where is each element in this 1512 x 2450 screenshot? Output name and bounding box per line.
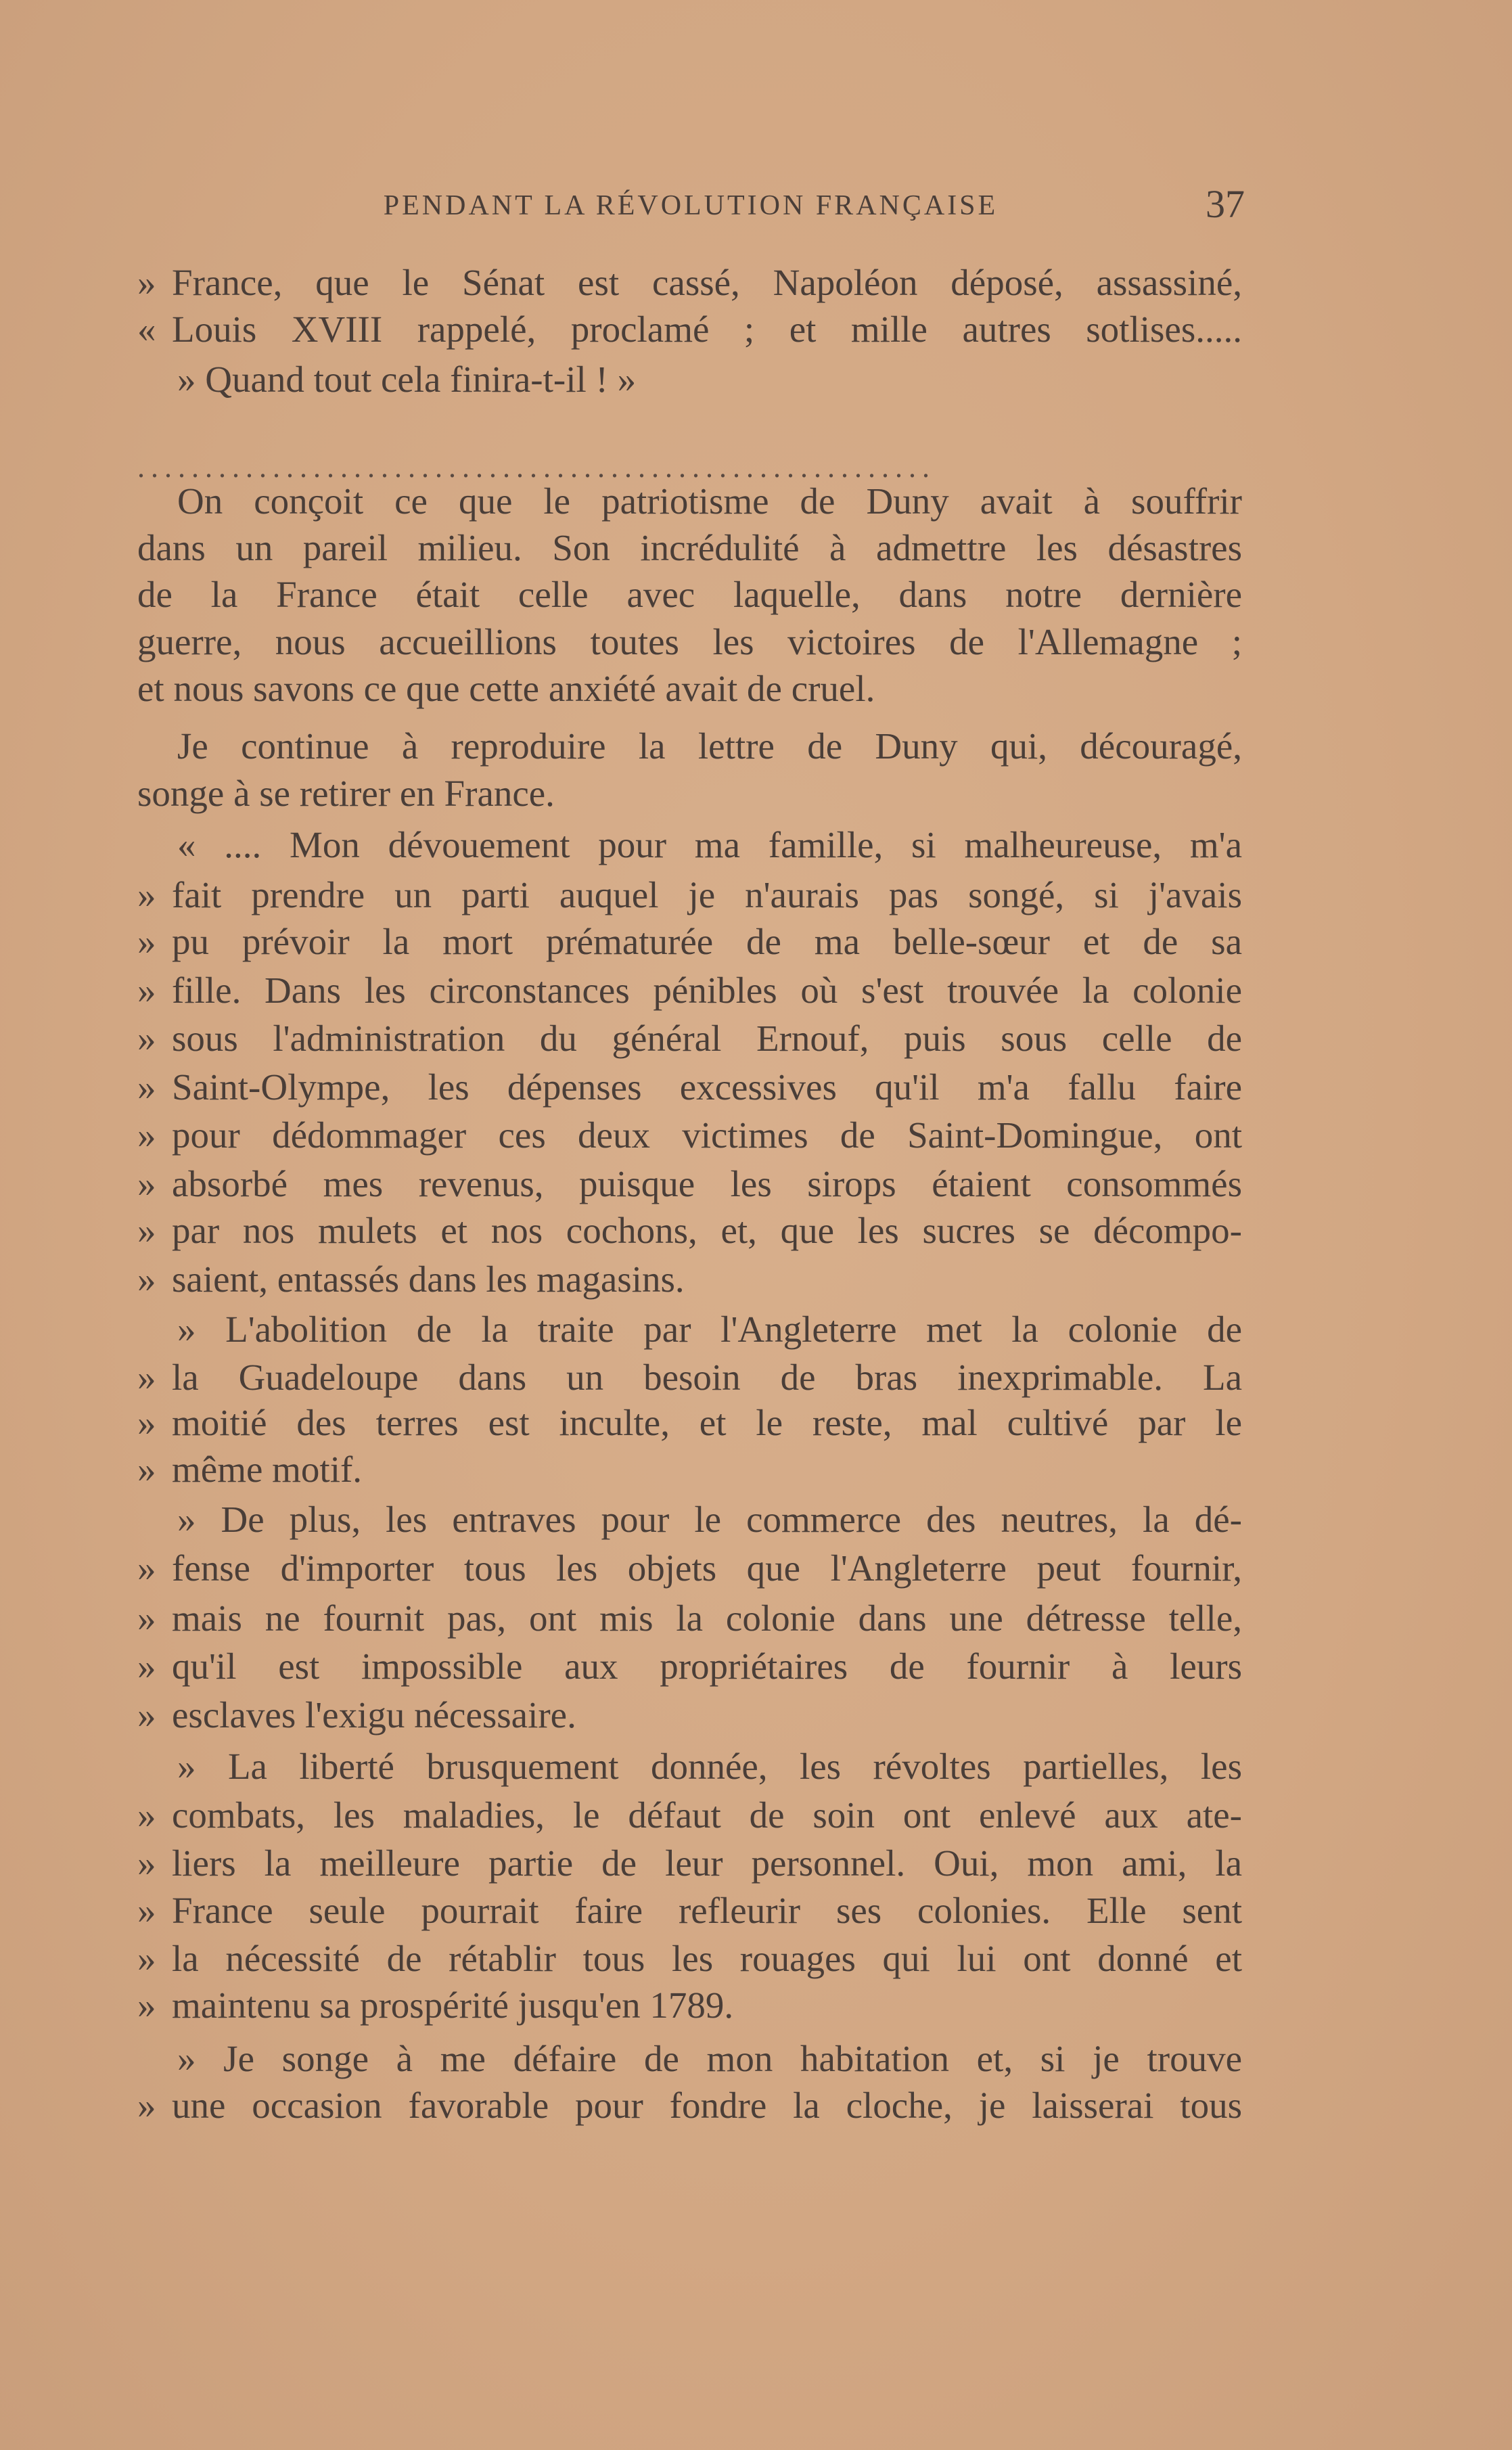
text-line bbox=[137, 871, 1242, 919]
quote-mark: » bbox=[137, 1597, 156, 1639]
quote-mark: » bbox=[137, 1842, 156, 1884]
text-line bbox=[137, 571, 1242, 618]
line-text: Je continue à reproduire la lettre de Duny qui, découragé, bbox=[177, 725, 1242, 767]
quote-mark: « bbox=[137, 309, 156, 350]
quote-mark: » bbox=[137, 921, 156, 962]
quote-mark: » bbox=[137, 874, 156, 915]
text-line bbox=[137, 1982, 1242, 2029]
text-line bbox=[137, 723, 1242, 770]
quote-mark: » bbox=[137, 1163, 156, 1204]
text-line bbox=[137, 1015, 1242, 1062]
line-text: On conçoit ce que le patriotisme de Duny avait à souffrir bbox=[177, 480, 1242, 522]
quote-mark: » bbox=[137, 1402, 156, 1443]
text-line bbox=[137, 1306, 1242, 1353]
line-text: même motif. bbox=[172, 1449, 363, 1490]
text-line bbox=[137, 1354, 1242, 1401]
text-line bbox=[137, 1692, 1242, 1739]
line-text: esclaves l'exigu nécessaire. bbox=[172, 1694, 576, 1736]
line-text: saient, entassés dans les magasins. bbox=[172, 1258, 685, 1300]
line-text: Saint-Olympe, les dépenses excessives qu'il m'a fallu faire bbox=[172, 1066, 1242, 1108]
text-line bbox=[137, 1743, 1242, 1790]
text-line bbox=[137, 1160, 1242, 1208]
text-line bbox=[137, 1256, 1242, 1303]
text-line bbox=[137, 2035, 1242, 2083]
text-line bbox=[137, 821, 1242, 869]
quote-mark: » bbox=[137, 262, 156, 303]
text-line bbox=[137, 1545, 1242, 1592]
text-line bbox=[137, 478, 1242, 525]
ellipsis-separator: ........................................................... bbox=[137, 451, 936, 484]
quote-mark: » bbox=[137, 1890, 156, 1931]
quote-mark: » bbox=[137, 1984, 156, 2026]
line-text: fait prendre un parti auquel je n'aurais pas songé, si j'avais bbox=[172, 874, 1242, 915]
quote-mark: » bbox=[137, 1258, 156, 1300]
quote-mark: » bbox=[137, 1694, 156, 1736]
line-text: pu prévoir la mort prématurée de ma belle-sœur et de sa bbox=[172, 921, 1242, 962]
running-title: PENDANT LA RÉVOLUTION FRANÇAISE bbox=[383, 190, 999, 221]
quote-mark: » bbox=[137, 1357, 156, 1398]
line-text: la Guadeloupe dans un besoin de bras inexprimable. La bbox=[172, 1357, 1242, 1398]
text-line bbox=[137, 1399, 1242, 1447]
quote-mark: » bbox=[137, 1449, 156, 1490]
line-text: » La liberté brusquement donnée, les révoltes partielles, les bbox=[177, 1746, 1242, 1787]
text-line bbox=[137, 918, 1242, 966]
line-text: par nos mulets et nos cochons, et, que les sucres se décompo- bbox=[172, 1210, 1242, 1251]
text-line bbox=[137, 770, 1242, 817]
line-text: mais ne fournit pas, ont mis la colonie dans une détresse telle, bbox=[172, 1597, 1242, 1639]
quote-mark: » bbox=[137, 1646, 156, 1687]
text-line bbox=[137, 1207, 1242, 1254]
quote-mark: » bbox=[137, 1018, 156, 1059]
line-text: de la France était celle avec laquelle, dans notre dernière bbox=[137, 574, 1242, 615]
quote-mark: » bbox=[137, 1938, 156, 1979]
line-text: pour dédommager ces deux victimes de Saint-Domingue, ont bbox=[172, 1114, 1242, 1156]
text-line bbox=[137, 356, 1242, 403]
line-text: liers la meilleure partie de leur personnel. Oui, mon ami, la bbox=[172, 1842, 1242, 1884]
quote-mark: » bbox=[137, 1066, 156, 1108]
line-text: » Je songe à me défaire de mon habitation et, si je trouve bbox=[177, 2038, 1242, 2079]
line-text: fense d'importer tous les objets que l'Angleterre peut fournir, bbox=[172, 1547, 1242, 1589]
text-line bbox=[137, 1643, 1242, 1690]
text-line bbox=[137, 1935, 1242, 1982]
line-text: la nécessité de rétablir tous les rouages qui lui ont donné et bbox=[172, 1938, 1242, 1979]
line-text: France seule pourrait faire refleurir ses colonies. Elle sent bbox=[172, 1890, 1242, 1931]
text-line bbox=[137, 1840, 1242, 1887]
text-line bbox=[137, 1446, 1242, 1493]
quote-mark: » bbox=[137, 1794, 156, 1836]
line-text: sous l'administration du général Ernouf, puis sous celle de bbox=[172, 1018, 1242, 1059]
text-line bbox=[137, 1496, 1242, 1543]
line-text: Louis XVIII rappelé, proclamé ; et mille autres sotlises..... bbox=[172, 309, 1242, 350]
quote-mark: » bbox=[137, 1114, 156, 1156]
line-text: fille. Dans les circonstances pénibles où s'est trouvée la colonie bbox=[172, 970, 1242, 1011]
quote-mark: » bbox=[137, 1210, 156, 1251]
line-text: » Quand tout cela finira-t-il ! » bbox=[177, 359, 637, 400]
text-line bbox=[137, 1887, 1242, 1934]
line-text: guerre, nous accueillions toutes les victoires de l'Allemagne ; bbox=[137, 621, 1242, 662]
text-line bbox=[137, 618, 1242, 666]
text-line bbox=[137, 524, 1242, 572]
text-line bbox=[137, 2082, 1242, 2129]
text-line bbox=[137, 1112, 1242, 1159]
text-line bbox=[137, 1595, 1242, 1642]
line-text: » L'abolition de la traite par l'Angleterre met la colonie de bbox=[177, 1309, 1242, 1350]
line-text: » De plus, les entraves pour le commerce des neutres, la dé- bbox=[177, 1499, 1242, 1540]
text-line bbox=[137, 1792, 1242, 1839]
line-text: qu'il est impossible aux propriétaires de fournir à leurs bbox=[172, 1646, 1242, 1687]
quote-mark: » bbox=[137, 2085, 156, 2126]
page-number: 37 bbox=[1206, 182, 1245, 226]
line-text: et nous savons ce que cette anxiété avait de cruel. bbox=[137, 668, 875, 709]
line-text: absorbé mes revenus, puisque les sirops étaient consommés bbox=[172, 1163, 1242, 1204]
line-text: dans un pareil milieu. Son incrédulité à admettre les désastres bbox=[137, 527, 1242, 568]
text-line bbox=[137, 306, 1242, 353]
line-text: songe à se retirer en France. bbox=[137, 773, 555, 814]
line-text: combats, les maladies, le défaut de soin ont enlevé aux ate- bbox=[172, 1794, 1242, 1836]
line-text: « .... Mon dévouement pour ma famille, si malheureuse, m'a bbox=[177, 824, 1242, 865]
line-text: moitié des terres est inculte, et le reste, mal cultivé par le bbox=[172, 1402, 1242, 1443]
quote-mark: » bbox=[137, 1547, 156, 1589]
line-text: France, que le Sénat est cassé, Napoléon déposé, assassiné, bbox=[172, 262, 1242, 303]
line-text: une occasion favorable pour fondre la cloche, je laisserai tous bbox=[172, 2085, 1242, 2126]
text-line bbox=[137, 967, 1242, 1014]
quote-mark: » bbox=[137, 970, 156, 1011]
line-text: maintenu sa prospérité jusqu'en 1789. bbox=[172, 1984, 734, 2026]
text-line bbox=[137, 259, 1242, 307]
text-line bbox=[137, 665, 1242, 712]
text-line bbox=[137, 1064, 1242, 1111]
